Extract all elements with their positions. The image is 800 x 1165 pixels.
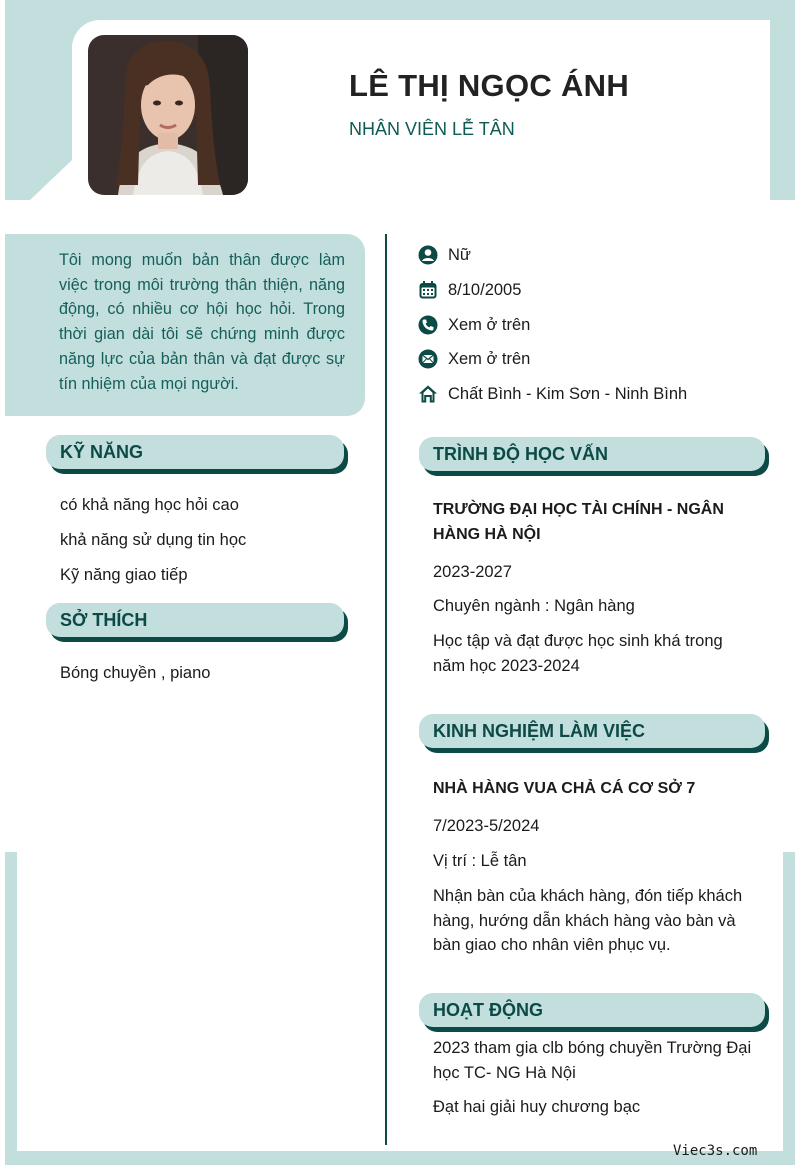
birthday-value: 8/10/2005	[448, 280, 522, 299]
calendar-icon	[418, 280, 438, 300]
gender-value: Nữ	[448, 245, 471, 264]
education-major: Chuyên ngành : Ngân hàng	[433, 597, 635, 615]
skill-item: có khả năng học hỏi cao	[60, 496, 239, 514]
phone-value: Xem ở trên	[448, 315, 531, 334]
contact-address	[418, 383, 687, 405]
skills-title: KỸ NĂNG	[46, 435, 344, 469]
email-value: Xem ở trên	[448, 349, 531, 368]
column-divider	[385, 234, 387, 1145]
activity-item: Đạt hai giải huy chương bạc	[433, 1098, 641, 1116]
candidate-name: LÊ THỊ NGỌC ÁNH	[349, 68, 630, 103]
education-note: Học tập và đạt được học sinh khá trong năm học 2023-2024	[433, 632, 723, 675]
contact-phone	[418, 314, 530, 336]
skill-item: Kỹ năng giao tiếp	[60, 566, 188, 584]
header-notch	[30, 160, 72, 200]
phone-icon	[418, 315, 438, 335]
contact-gender	[418, 244, 471, 266]
job-title: NHÂN VIÊN LỄ TÂN	[349, 119, 515, 139]
hobbies-section-header	[46, 603, 344, 637]
experience-section-header	[419, 714, 765, 748]
page-border-left	[5, 852, 17, 1165]
hobby-item: Bóng chuyền , piano	[60, 664, 211, 682]
experience-title: KINH NGHIỆM LÀM VIỆC	[419, 714, 765, 748]
home-icon	[418, 384, 438, 404]
education-period: 2023-2027	[433, 563, 512, 581]
experience-position: Vị trí : Lễ tân	[433, 852, 527, 870]
career-objective: Tôi mong muốn bản thân được làm việc trong môi trường thân thiện, năng động, có nhiều cơ hội học hỏi. Trong thời gian dài tôi sẽ chứng minh được năng lực của bản thân và đạt được sự tín nhiệm của mọi người.	[5, 234, 365, 416]
mail-icon	[418, 349, 438, 369]
person-icon	[418, 245, 438, 265]
hobbies-title: SỞ THÍCH	[46, 603, 344, 637]
avatar-photo	[88, 35, 248, 195]
experience-company: NHÀ HÀNG VUA CHẢ CÁ CƠ SỞ 7	[433, 780, 696, 797]
activity-item: 2023 tham gia clb bóng chuyền Trường Đại học TC- NG Hà Nội	[433, 1039, 752, 1082]
activities-section-header	[419, 993, 765, 1027]
watermark: Viec3s.com	[673, 1143, 758, 1159]
contact-birthday	[418, 279, 521, 301]
experience-description: Nhận bàn của khách hàng, đón tiếp khách hàng, hướng dẫn khách hàng vào bàn và bàn giao cho nhân viên phục vụ.	[433, 887, 743, 954]
address-value: Chất Bình - Kim Sơn - Ninh Bình	[448, 384, 688, 403]
contact-email	[418, 348, 530, 370]
education-school: TRƯỜNG ĐẠI HỌC TÀI CHÍNH - NGÂN HÀNG HÀ NỘI	[433, 501, 724, 543]
page-border-right	[783, 852, 795, 1165]
activities-title: HOẠT ĐỘNG	[419, 993, 765, 1027]
experience-period: 7/2023-5/2024	[433, 817, 540, 835]
skill-item: khả năng sử dụng tin học	[60, 531, 247, 549]
skills-section-header	[46, 435, 344, 469]
education-section-header	[419, 437, 765, 471]
education-title: TRÌNH ĐỘ HỌC VẤN	[419, 437, 765, 471]
